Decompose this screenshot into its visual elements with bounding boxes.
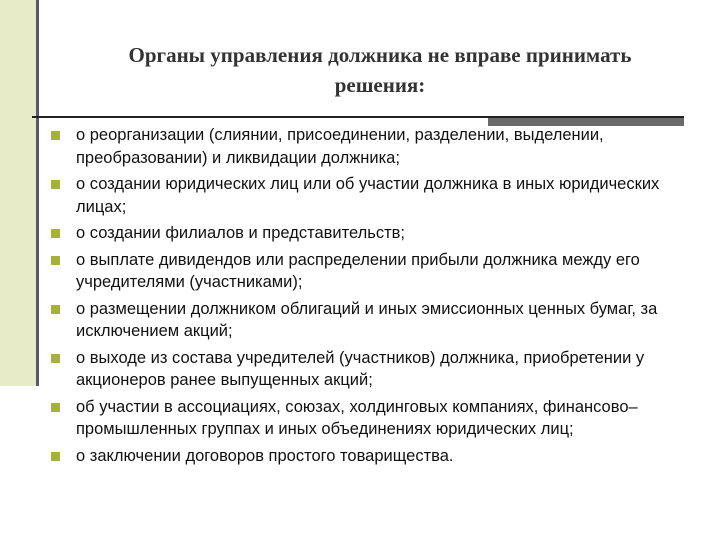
square-bullet-icon — [51, 354, 60, 363]
title-line-1: Органы управления должника не вправе принимать — [128, 43, 632, 67]
square-bullet-icon — [51, 180, 60, 189]
list-item-text: о создании юридических лиц или об участии должника в иных юридических лицах; — [76, 175, 660, 216]
slide-title — [60, 40, 700, 100]
left-decorative-bar — [0, 0, 36, 386]
list-item-text: о выходе из состава учредителей (участников) должника, приобретении у акционеров ранее выпущенных акций; — [76, 348, 645, 389]
left-bar-divider — [36, 0, 39, 386]
list-item-text: о реорганизации (слиянии, присоединении, разделении, выделении, преобразовании) и ликвидации должника; — [76, 126, 604, 167]
list-item-text: о создании филиалов и представительств; — [76, 224, 405, 242]
list-item — [48, 222, 708, 245]
title-line-2: решения: — [334, 73, 426, 97]
square-bullet-icon — [51, 131, 60, 140]
list-item-text: о размещении должником облигаций и иных эмиссионных ценных бумаг, за исключением акций; — [76, 299, 658, 340]
square-bullet-icon — [51, 229, 60, 238]
list-item — [48, 298, 708, 343]
list-item — [48, 124, 708, 169]
bullet-list — [48, 124, 708, 471]
list-item-text: о заключении договоров простого товарищества. — [76, 446, 454, 465]
list-item-text: об участии в ассоциациях, союзах, холдинговых компаниях, финансово– промышленных группах и иных объединениях юридических лиц; — [76, 397, 638, 438]
square-bullet-icon — [51, 403, 60, 412]
list-item-text: о выплате дивидендов или распределении прибыли должника между его учредителями (участниками); — [76, 250, 640, 291]
list-item — [48, 396, 708, 441]
list-item — [48, 249, 708, 294]
list-item — [48, 173, 708, 218]
list-item — [48, 445, 708, 468]
square-bullet-icon — [51, 305, 60, 314]
list-item — [48, 347, 708, 392]
square-bullet-icon — [51, 452, 60, 461]
square-bullet-icon — [51, 256, 60, 265]
